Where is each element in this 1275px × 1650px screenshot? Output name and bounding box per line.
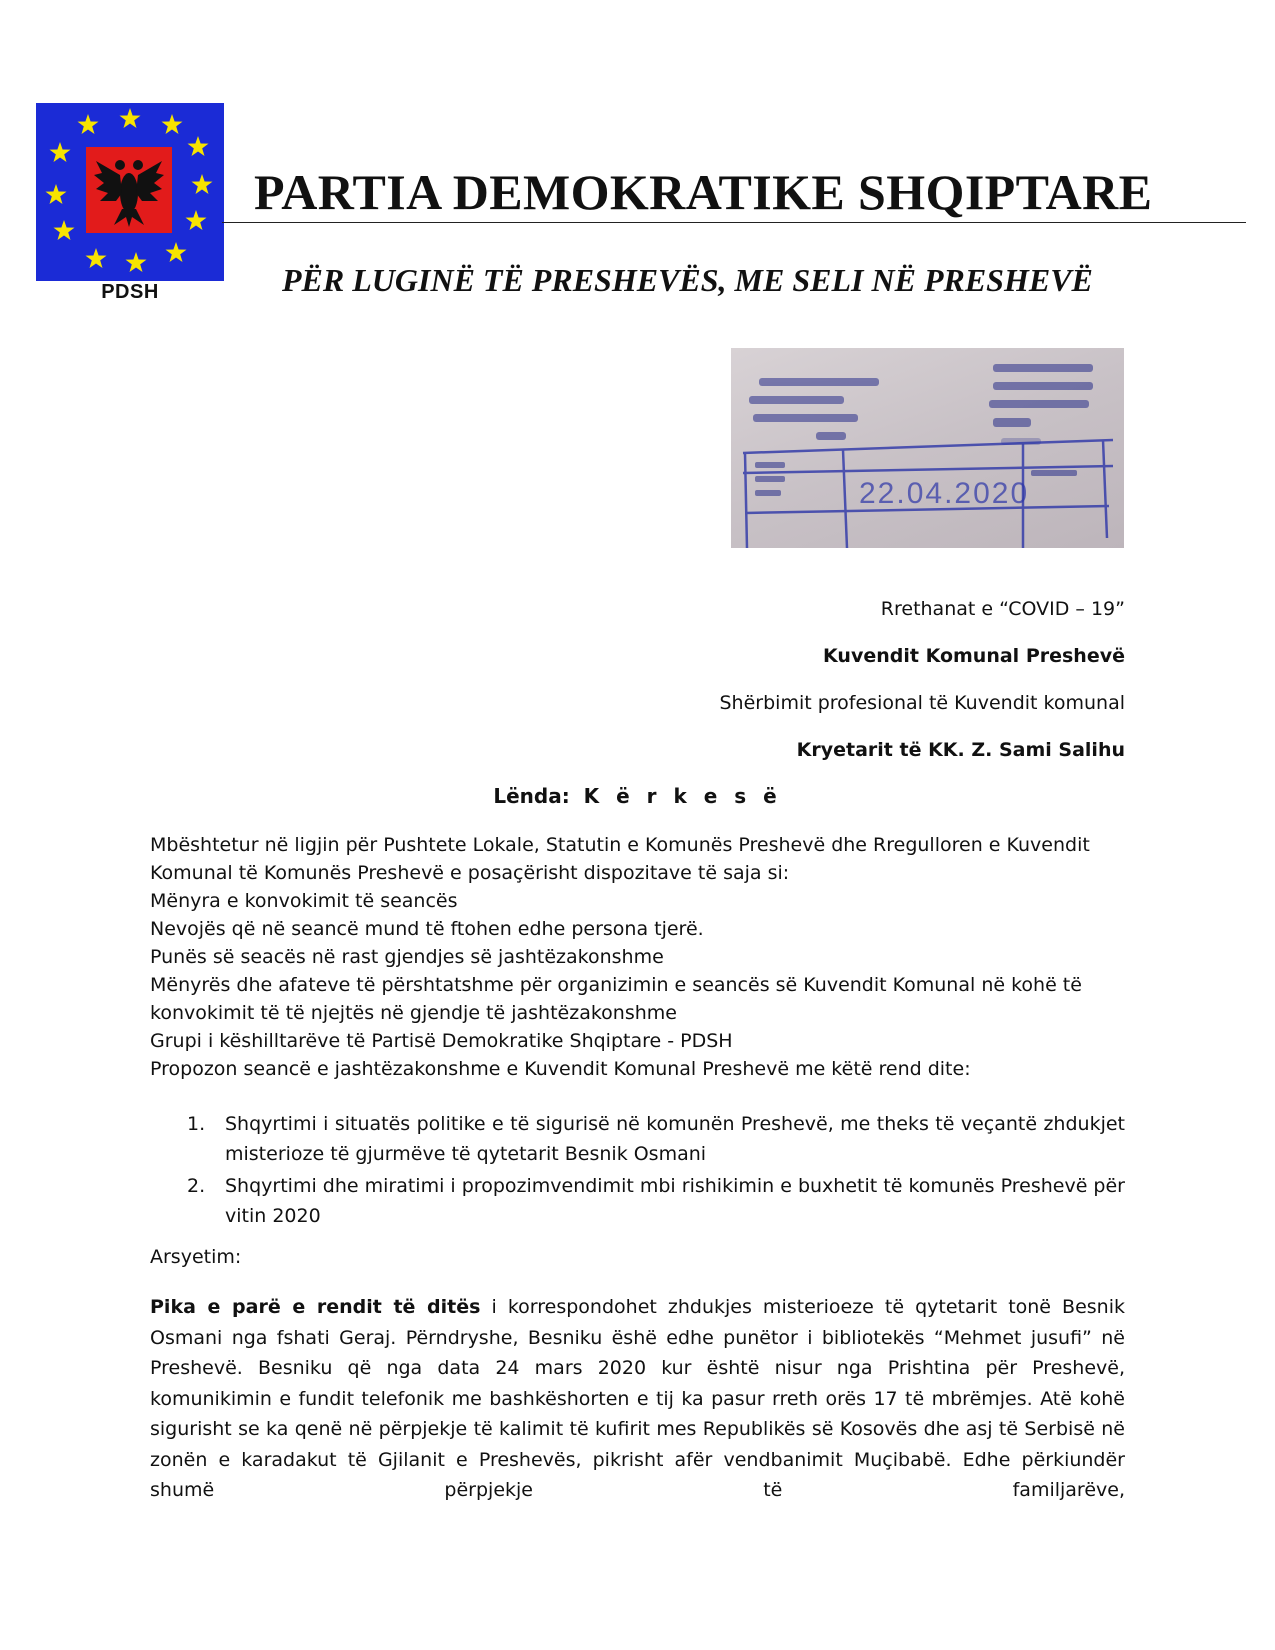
party-subtitle: PËR LUGINË TË PRESHEVËS, ME SELI NË PRESHEVË xyxy=(282,262,1093,298)
star-icon xyxy=(50,142,71,162)
agenda-item-number: 2. xyxy=(187,1175,206,1197)
star-icon xyxy=(54,220,75,240)
registry-stamp-photo xyxy=(731,348,1124,548)
stamp-date: 22.04.2020 xyxy=(859,477,1030,510)
addressee-chair: Kryetarit të KK. Z. Sami Salihu xyxy=(796,739,1125,761)
paragraph-lead: Pika e parë e rendit të ditës xyxy=(150,1296,481,1318)
agenda-item-text: Shqyrtimi dhe miratimi i propozimvendimit mbi rishikimin e buxhetit të komunës Preshevë për vitin 2020 xyxy=(225,1175,1125,1227)
reasoning-label: Arsyetim: xyxy=(150,1246,242,1268)
eu-albanian-flag-emblem xyxy=(36,103,224,281)
addressee-assembly: Kuvendit Komunal Preshevë xyxy=(823,645,1125,667)
intro-line: Mbështetur në ligjin për Pushtete Lokale, Statutin e Komunës Preshevë dhe Rregulloren e Kuvendit xyxy=(150,834,1090,856)
agenda-item-text: Shqyrtimi i situatës politike e të sigurisë në komunën Preshevë, me theks të veçantë zhdukjet misterioze të gjurmëve të qytetarit Besnik Osmani xyxy=(225,1113,1125,1165)
flag-emblem-graphic xyxy=(36,103,224,281)
intro-line: konvokimit të të njejtës në gjendje të jashtëzakonshme xyxy=(150,1002,677,1024)
paragraph-text: i korrespondohet zhdukjes misterioeze të qytetarit tonë Besnik Osmani nga fshati Geraj. Përndryshe, Besniku ëshë edhe punëtor i bibliotekës “Mehmet jusufi” në Preshevë. Besniku që nga data 24 mars 2020 kur është nisur nga Prishtina për Preshevë, komunikimin e fundit telefonik me bashkëshorten e tij ka pasur rreth orës 17 të mbrëmjes. Atë kohë sigurisht se ka qenë në përpjekje të kalimit të kufirit mes Republikës së Kosovës dhe asj të Serbisë në zonën e karadakut të Gjilanit e Preshevës, pikrisht afër vendbanimit Muçibabë. Edhe përkiundër shumë përpjekje të familjarëve, xyxy=(150,1296,1125,1501)
party-title: PARTIA DEMOKRATIKE SHQIPTARE xyxy=(254,164,1153,220)
intro-line: Punës së seacës në rast gjendjes së jashtëzakonshme xyxy=(150,946,664,968)
party-logo xyxy=(36,103,224,303)
subject-label: Lënda: xyxy=(493,784,570,808)
agenda-item xyxy=(150,1171,1125,1231)
star-icon xyxy=(162,114,183,134)
star-icon xyxy=(86,248,107,268)
intro-line: Nevojës që në seancë mund të ftohen edhe persona tjerë. xyxy=(150,918,704,940)
star-icon xyxy=(188,136,209,156)
context-line: Rrethanat e “COVID – 19” xyxy=(880,598,1125,620)
intro-line: Grupi i këshilltarëve të Partisë Demokratike Shqiptare - PDSH xyxy=(150,1030,733,1052)
star-icon xyxy=(192,174,213,194)
header-divider xyxy=(222,222,1246,223)
agenda-list xyxy=(150,1109,1125,1233)
intro-text xyxy=(150,831,1130,1083)
intro-line: Mënyra e konvokimit të seancës xyxy=(150,890,458,912)
intro-line: Komunal të Komunës Preshevë e posaçërisht dispozitave të saja si: xyxy=(150,862,790,884)
subject-line xyxy=(0,784,1275,808)
star-icon xyxy=(166,242,187,262)
star-icon xyxy=(46,184,67,204)
agenda-item-number: 1. xyxy=(187,1113,206,1135)
logo-caption: PDSH xyxy=(101,281,159,303)
stamp-graphic xyxy=(731,348,1124,548)
agenda-item xyxy=(150,1109,1125,1169)
addressee-service: Shërbimit profesional të Kuvendit komunal xyxy=(719,692,1125,714)
intro-line: Propozon seancë e jashtëzakonshme e Kuvendit Komunal Preshevë me këtë rend dite: xyxy=(150,1058,971,1080)
star-icon xyxy=(78,114,99,134)
star-icon xyxy=(120,108,141,128)
star-icon xyxy=(186,210,207,230)
reasoning-paragraph xyxy=(150,1292,1125,1506)
intro-line: Mënyrës dhe afateve të përshtatshme për organizimin e seancës së Kuvendit Komunal në kohë të xyxy=(150,974,1082,996)
subject-value: K ë r k e s ë xyxy=(583,784,782,808)
star-icon xyxy=(126,252,147,272)
